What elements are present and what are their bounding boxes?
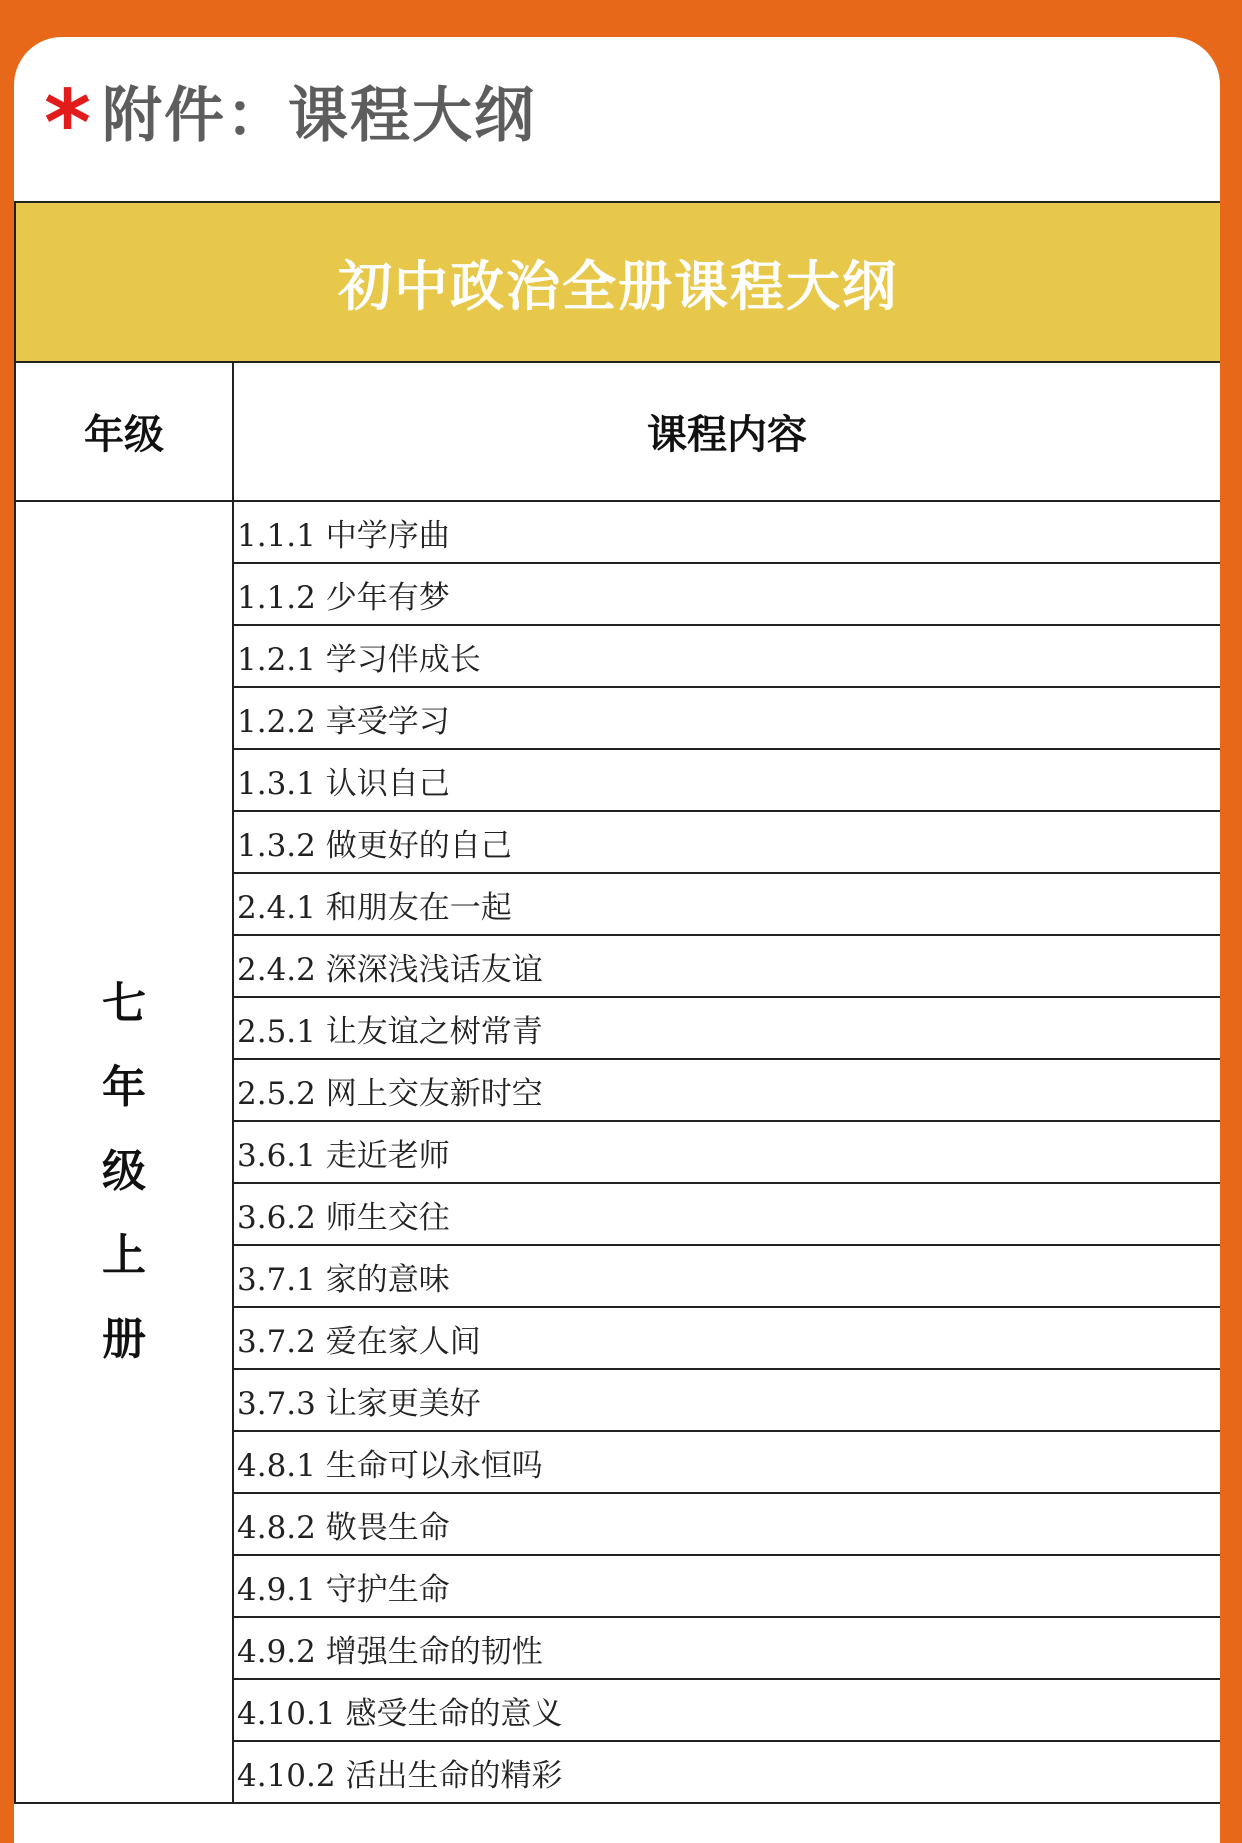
- course-item: 2.5.1 让友谊之树常青: [233, 997, 1220, 1059]
- column-header-content: 课程内容: [233, 362, 1220, 501]
- course-item: 4.8.1 生命可以永恒吗: [233, 1431, 1220, 1493]
- grade-cell: [15, 501, 233, 1803]
- syllabus-banner-title: 初中政治全册课程大纲: [338, 254, 898, 318]
- course-item: 4.9.2 增强生命的韧性: [233, 1617, 1220, 1679]
- course-item: 3.7.1 家的意味: [233, 1245, 1220, 1307]
- column-header-row: [15, 362, 1220, 501]
- course-item: 3.7.2 爱在家人间: [233, 1307, 1220, 1369]
- course-item: 1.1.2 少年有梦: [233, 563, 1220, 625]
- course-item: 4.9.1 守护生命: [233, 1555, 1220, 1617]
- course-item: 3.6.1 走近老师: [233, 1121, 1220, 1183]
- course-item: 1.3.2 做更好的自己: [233, 811, 1220, 873]
- course-item: 1.3.1 认识自己: [233, 749, 1220, 811]
- banner-cell: [15, 202, 1220, 362]
- asterisk-icon: *: [44, 71, 92, 176]
- banner-row: [15, 202, 1220, 362]
- syllabus-table: [14, 201, 1220, 1804]
- course-item: 2.5.2 网上交友新时空: [233, 1059, 1220, 1121]
- course-item: 2.4.1 和朋友在一起: [233, 873, 1220, 935]
- attachment-header: [14, 37, 1220, 201]
- course-item: 4.10.2 活出生命的精彩: [233, 1741, 1220, 1803]
- course-item: 2.4.2 深深浅浅话友谊: [233, 935, 1220, 997]
- course-item: 4.10.1 感受生命的意义: [233, 1679, 1220, 1741]
- attachment-title: 附件：课程大纲: [102, 81, 536, 151]
- syllabus-card: [14, 37, 1220, 1843]
- course-item: 4.8.2 敬畏生命: [233, 1493, 1220, 1555]
- table-row: [15, 501, 1220, 563]
- column-header-grade: 年级: [15, 362, 233, 501]
- course-item: 3.7.3 让家更美好: [233, 1369, 1220, 1431]
- course-item: 1.2.2 享受学习: [233, 687, 1220, 749]
- course-item: 1.1.1 中学序曲: [233, 501, 1220, 563]
- grade-label: 七 年 级 上 册: [102, 978, 146, 1365]
- course-item: 3.6.2 师生交往: [233, 1183, 1220, 1245]
- course-item: 1.2.1 学习伴成长: [233, 625, 1220, 687]
